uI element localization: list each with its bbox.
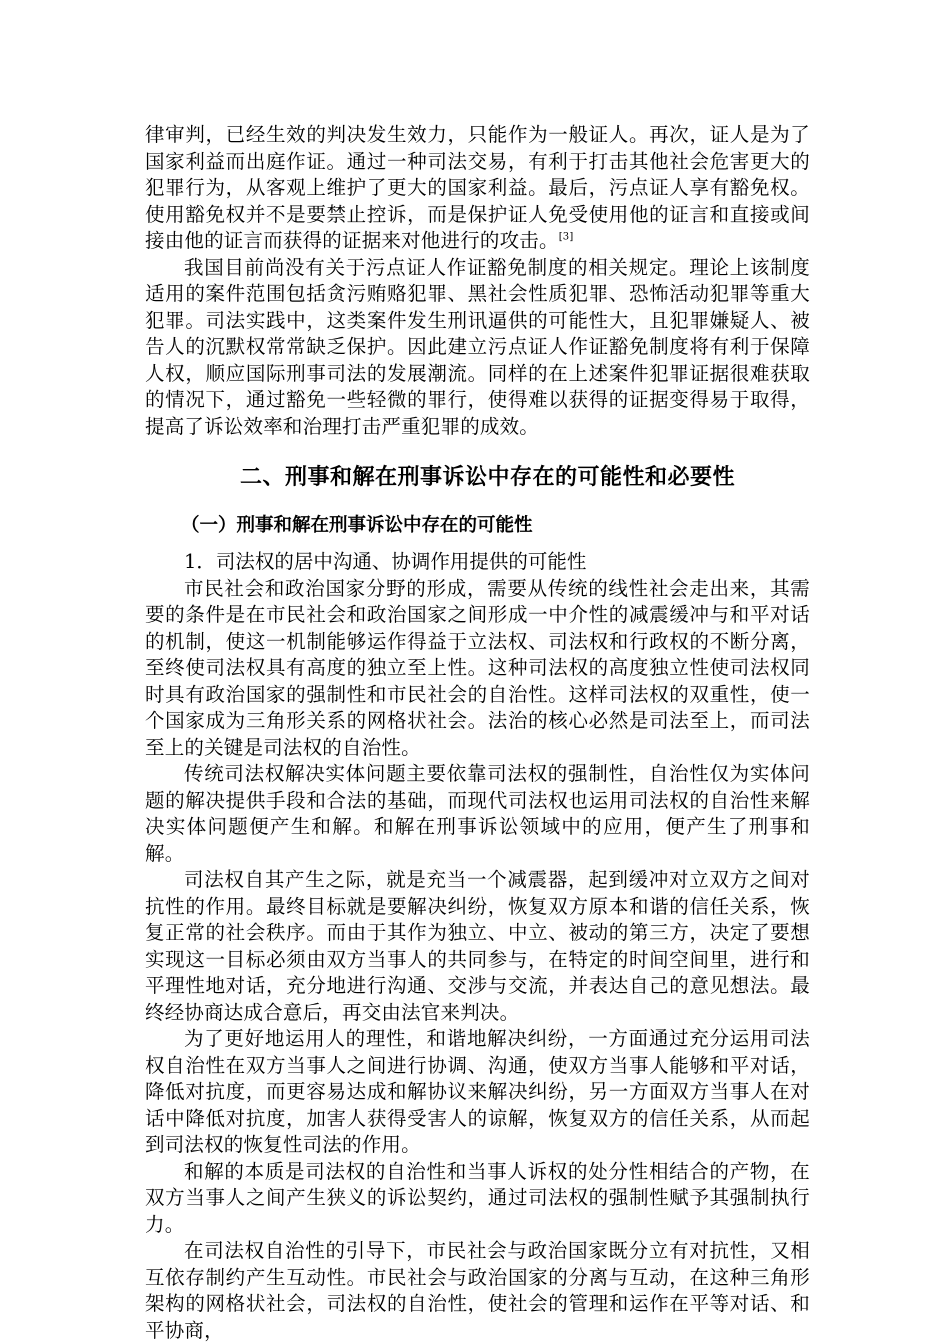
- paragraph-text: 律审判，已经生效的判决发生效力，只能作为一般证人。再次，证人是为了国家利益而出庭作证。通过一种司法交易，有利于打击其他社会危害更大的犯罪行为，从客观上维护了更大的国家利益。最后，污点证人享有豁免权。使用豁免权并不是要禁止控诉，而是保护证人免受使用他的证言和直接或间接由他的证言而获得的证据来对他进行的攻击。: [145, 123, 810, 252]
- body-paragraph: 和解的本质是司法权的自治性和当事人诉权的处分性相结合的产物，在双方当事人之间产生狭义的诉讼契约，通过司法权的强制性赋予其强制执行力。: [145, 1159, 810, 1236]
- paragraph-witness-immunity-end: [145, 122, 810, 255]
- paragraph-immunity-system: 我国目前尚没有关于污点证人作证豁免制度的相关规定。理论上该制度适用的案件范围包括贪污贿赂犯罪、黑社会性质犯罪、恐怖活动犯罪等重大犯罪。司法实践中，这类案件发生刑讯逼供的可能性大，且犯罪嫌疑人、被告人的沉默权常常缺乏保护。因此建立污点证人作证豁免制度将有利于保障人权，顺应国际刑事司法的发展潮流。同样的在上述案件犯罪证据很难获取的情况下，通过豁免一些轻微的罪行，使得难以获得的证据变得易于取得，提高了诉讼效率和治理打击严重犯罪的成效。: [145, 255, 810, 438]
- item-heading: 1．司法权的居中沟通、协调作用提供的可能性: [184, 550, 587, 573]
- subsection-heading: （一）刑事和解在刑事诉讼中存在的可能性: [181, 515, 533, 536]
- section-heading: 二、刑事和解在刑事诉讼中存在的可能性和必要性: [239, 465, 735, 490]
- body-paragraph: 为了更好地运用人的理性，和谐地解决纠纷，一方面通过充分运用司法权自治性在双方当事人之间进行协调、沟通，使双方当事人能够和平对话，降低对抗度，而更容易达成和解协议来解决纠纷，另一方面双方当事人在对话中降低对抗度，加害人获得受害人的谅解，恢复双方的信任关系，从而起到司法权的恢复性司法的作用。: [145, 1027, 810, 1156]
- body-paragraph: 市民社会和政治国家分野的形成，需要从传统的线性社会走出来，其需要的条件是在市民社会和政治国家之间形成一中介性的减震缓冲与和平对话的机制，使这一机制能够运作得益于立法权、司法权和行政权的不断分离，至终使司法权具有高度的独立至上性。这种司法权的高度独立性使司法权同时具有政治国家的强制性和市民社会的自治性。这样司法权的双重性，使一个国家成为三角形关系的网格状社会。法治的核心必然是司法至上，而司法至上的关键是司法权的自治性。: [145, 576, 810, 759]
- citation-reference: [3]: [558, 231, 574, 243]
- body-paragraph: 传统司法权解决实体问题主要依靠司法权的强制性，自治性仅为实体问题的解决提供手段和合法的基础，而现代司法权也运用司法权的自治性来解决实体问题便产生和解。和解在刑事诉讼领域中的应用，便产生了刑事和解。: [145, 762, 810, 865]
- body-paragraph: 司法权自其产生之际，就是充当一个减震器，起到缓冲对立双方之间对抗性的作用。最终目标就是要解决纠纷，恢复双方原本和谐的信任关系，恢复正常的社会秩序。而由于其作为独立、中立、被动的第三方，决定了要想实现这一目标必须由双方当事人的共同参与，在特定的时间空间里，进行和平理性地对话，充分地进行沟通、交涉与交流，并表达自己的意见想法。最终经协商达成合意后，再交由法官来判决。: [145, 868, 810, 1024]
- body-paragraph: 在司法权自治性的引导下，市民社会与政治国家既分立有对抗性，又相互依存制约产生互动性。市民社会与政治国家的分离与互动，在这种三角形架构的网格状社会，司法权的自治性，使社会的管理和运作在平等对话、和平协商，: [145, 1239, 810, 1342]
- document-page: [145, 122, 810, 1344]
